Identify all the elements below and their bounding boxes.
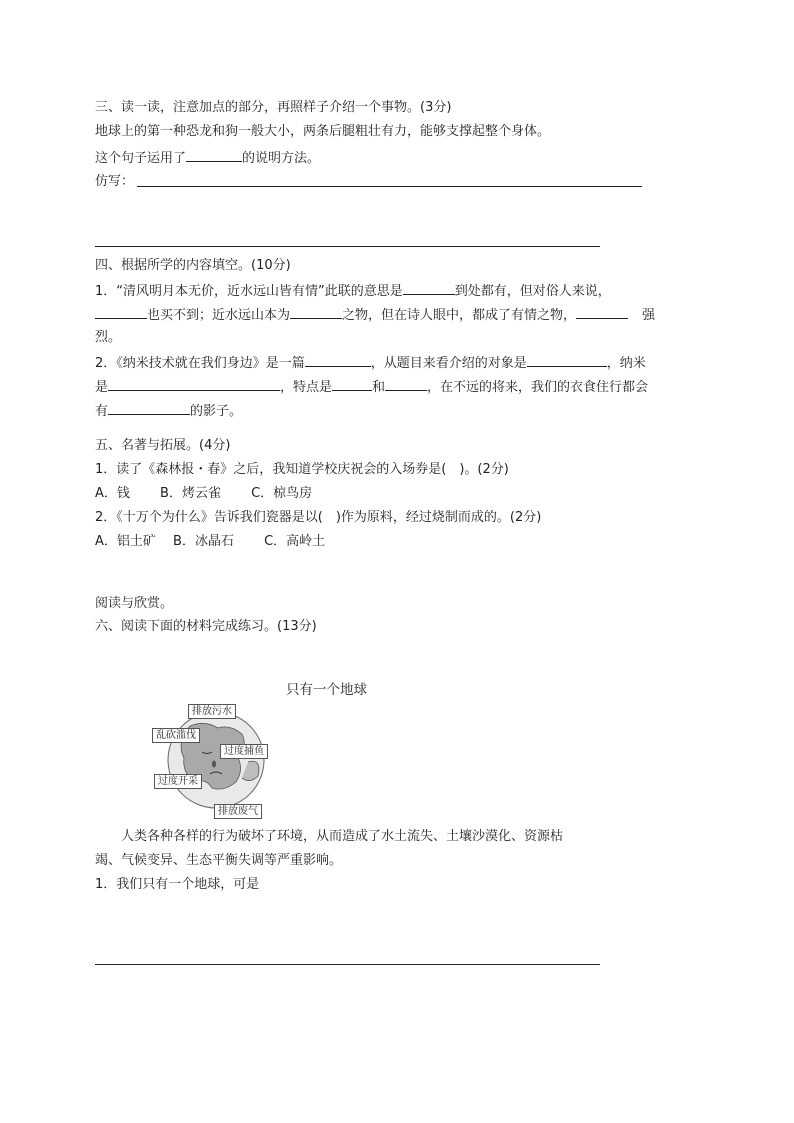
answer-blank[interactable] bbox=[95, 304, 147, 319]
section5-heading: 五、名著与拓展。(4分) bbox=[95, 438, 231, 453]
section5-q2-options: A．铝土矿 B．冰晶石 C．高岭土 bbox=[95, 534, 326, 549]
section4-heading: 四、根据所学的内容填空。(10分) bbox=[95, 258, 291, 273]
section4-q1-line1 bbox=[95, 280, 611, 300]
answer-blank[interactable] bbox=[290, 304, 342, 319]
question-text: 1．“清风明月本无价，近水远山皆有情”此联的意思是 bbox=[95, 284, 403, 299]
image-tag: 排放废气 bbox=[214, 804, 262, 819]
section5-q1-options: A．钱 B．烤云雀 C．椋鸟房 bbox=[95, 486, 313, 501]
image-tag: 乱砍滥伐 bbox=[152, 728, 200, 743]
q1-answer-line[interactable] bbox=[95, 964, 600, 965]
answer-blank[interactable] bbox=[332, 376, 372, 391]
answer-blank[interactable] bbox=[186, 147, 242, 162]
question-text: 2．《纳米技术就在我们身边》是一篇 bbox=[95, 356, 305, 371]
section3-imitate-label: 仿写： bbox=[95, 174, 135, 189]
section4-q2-line1 bbox=[95, 352, 646, 372]
question-text: 这个句子运用了 bbox=[95, 151, 187, 166]
image-tag: 过度捕鱼 bbox=[220, 744, 268, 759]
answer-blank[interactable] bbox=[108, 376, 280, 391]
answer-blank[interactable] bbox=[576, 304, 628, 319]
question-text: 的影子。 bbox=[190, 404, 243, 419]
answer-blank[interactable] bbox=[527, 352, 607, 367]
answer-blank[interactable] bbox=[108, 400, 190, 415]
image-tag: 过度开采 bbox=[154, 774, 202, 789]
question-text: 和 bbox=[372, 380, 386, 395]
passage-paragraph-line: 竭、气候变异、生态平衡失调等严重影响。 bbox=[95, 853, 343, 868]
passage-paragraph-line: 人类各种各样的行为破坏了环境，从而造成了水土流失、土壤沙漠化、资源枯 bbox=[121, 829, 564, 844]
question-text: ，从题目来看介绍的对象是 bbox=[370, 356, 527, 371]
answer-blank[interactable] bbox=[403, 280, 455, 295]
section4-q2-line3 bbox=[95, 400, 242, 420]
earth-illustration bbox=[150, 698, 280, 820]
question-text: 是 bbox=[95, 380, 109, 395]
imitate-answer-line[interactable] bbox=[137, 186, 642, 187]
section3-question bbox=[95, 147, 320, 167]
section5-q2: 2．《十万个为什么》告诉我们瓷器是以( )作为原料，经过烧制而成的。(2分) bbox=[95, 510, 542, 525]
question-text: 有 bbox=[95, 404, 109, 419]
answer-blank[interactable] bbox=[305, 352, 371, 367]
question-text: ，在不远的将来，我们的衣食住行都会 bbox=[427, 380, 649, 395]
section6-q1: 1．我们只有一个地球，可是 bbox=[95, 877, 260, 892]
section4-q1-line2 bbox=[95, 304, 655, 324]
imitate-answer-line[interactable] bbox=[95, 246, 600, 247]
section3-example-sentence: 地球上的第一种恐龙和狗一般大小，两条后腿粗壮有力，能够支撑起整个身体。 bbox=[95, 124, 551, 139]
image-tag: 排放污水 bbox=[188, 704, 236, 719]
question-text: 之物，但在诗人眼中，都成了有情之物， bbox=[342, 308, 577, 323]
section6-heading: 六、阅读下面的材料完成练习。(13分) bbox=[95, 619, 317, 634]
question-text: ，纳米 bbox=[606, 356, 646, 371]
question-text: 到处都有，但对俗人来说， bbox=[454, 284, 611, 299]
section5-q1: 1．读了《森林报・春》之后，我知道学校庆祝会的入场券是( )。(2分) bbox=[95, 462, 509, 477]
question-text: ，特点是 bbox=[280, 380, 333, 395]
reading-section-label: 阅读与欣赏。 bbox=[95, 596, 174, 611]
section3-heading: 三、读一读，注意加点的部分，再照样子介绍一个事物。(3分) bbox=[95, 100, 452, 115]
question-text: 也买不到；近水远山本为 bbox=[147, 308, 291, 323]
section4-q1-line3: 烈。 bbox=[95, 330, 122, 345]
answer-blank[interactable] bbox=[385, 376, 427, 391]
question-text: 的说明方法。 bbox=[242, 151, 321, 166]
question-text: 强 bbox=[642, 308, 656, 323]
passage-title: 只有一个地球 bbox=[286, 682, 367, 698]
section4-q2-line2 bbox=[95, 376, 648, 396]
